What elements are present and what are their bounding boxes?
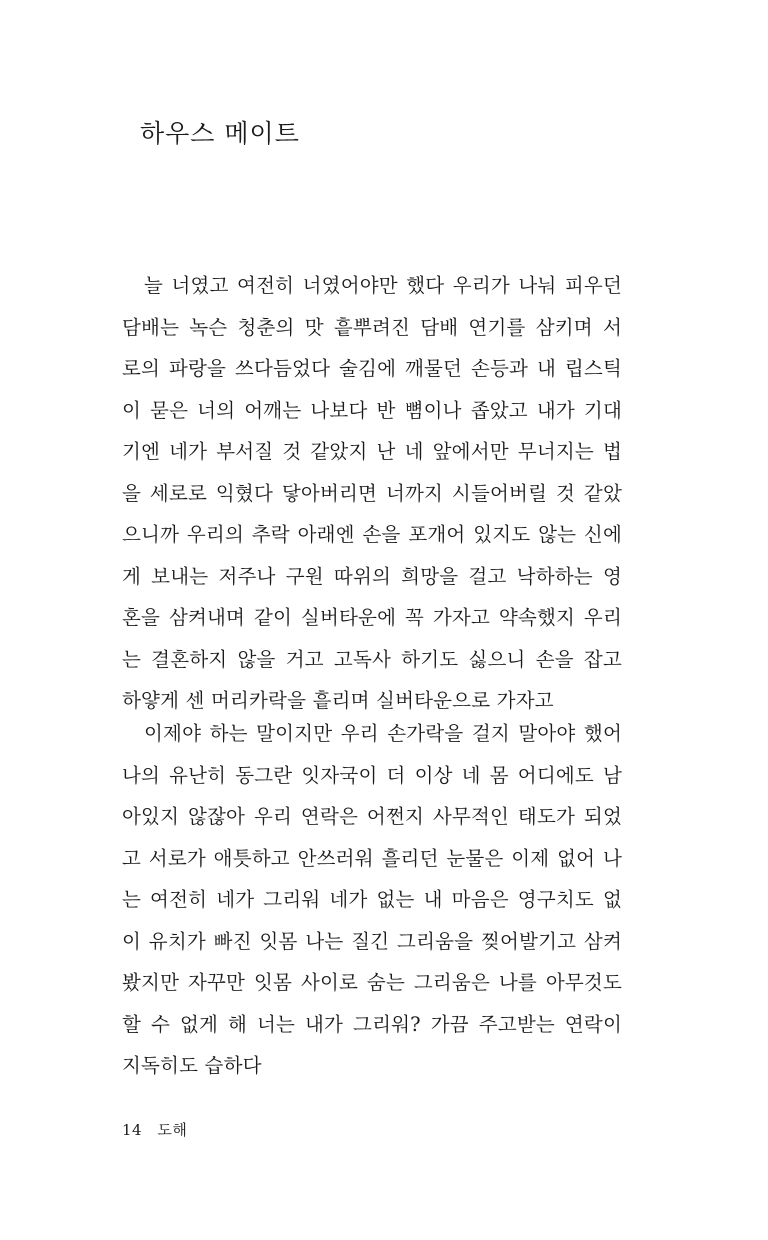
poem-line: 는 결혼하지 않을 거고 고독사 하기도 싫으니 손을 잡고: [122, 647, 622, 671]
page-footer: [122, 1118, 187, 1142]
stanza-1: [122, 265, 622, 722]
poem-line: 봤지만 자꾸만 잇몸 사이로 숨는 그리움은 나를 아무것도: [122, 971, 622, 994]
poem-line: 이 유치가 빠진 잇몸 나는 질긴 그리움을 찢어발기고 삼켜: [122, 929, 622, 953]
stanza-2: [122, 713, 622, 1087]
poem-line: 하얗게 센 머리카락을 흩리며 실버타운으로 가자고: [122, 689, 554, 712]
poem-line: 는 여전히 네가 그리워 네가 없는 내 마음은 영구치도 없: [122, 888, 622, 911]
poem-line: 늘 너였고 여전히 너였어야만 했다 우리가 나눠 피우던: [144, 274, 622, 297]
poem-line: 고 서로가 애틋하고 안쓰러워 흘리던 눈물은 이제 없어 나: [122, 846, 622, 870]
poem-line: 로의 파랑을 쓰다듬었다 술김에 깨물던 손등과 내 립스틱: [122, 357, 622, 380]
poem-line: 아있지 않잖아 우리 연락은 어쩐지 사무적인 태도가 되었: [122, 805, 622, 828]
poem-line: 할 수 없게 해 너는 내가 그리워? 가끔 주고받는 연락이: [122, 1012, 622, 1036]
poem-line: 으니까 우리의 추락 아래엔 손을 포개어 있지도 않는 신에: [122, 523, 622, 546]
poem-line: 이제야 하는 말이지만 우리 손가락을 걸지 말아야 했어: [144, 722, 622, 745]
poem-line: 을 세로로 익혔다 닿아버리면 너까지 시들어버릴 것 같았: [122, 481, 622, 505]
poem-line: 이 묻은 너의 어깨는 나보다 반 뼘이나 좁았고 내가 기대: [122, 398, 622, 422]
poem-line: 혼을 삼켜내며 같이 실버타운에 꼭 가자고 약속했지 우리: [122, 606, 622, 629]
poem-line: 게 보내는 저주나 구원 따위의 희망을 걸고 낙하하는 영: [122, 564, 622, 588]
poem-line: 나의 유난히 동그란 잇자국이 더 이상 네 몸 어디에도 남: [122, 763, 622, 787]
poem-line: 기엔 네가 부서질 것 같았지 난 네 앞에서만 무너지는 법: [122, 440, 622, 463]
poem-title: 하우스 메이트: [140, 119, 300, 148]
page-number: 14: [122, 1121, 143, 1139]
poem-line: 지독히도 습하다: [122, 1054, 262, 1077]
poem-line: 담배는 녹슨 청춘의 맛 흩뿌려진 담배 연기를 삼키며 서: [122, 315, 622, 339]
book-title: 도해: [157, 1121, 188, 1139]
